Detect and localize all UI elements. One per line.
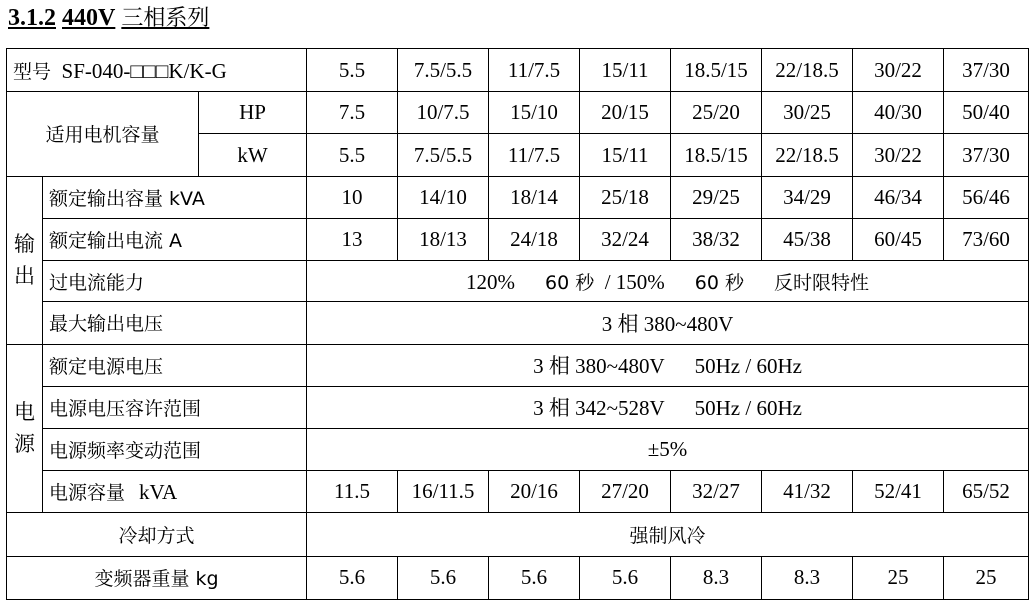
section-heading: [8, 0, 209, 36]
overload-note: 反时限特性: [774, 271, 870, 294]
output-capacity-label: 额定输出容量 kVA: [43, 176, 307, 218]
table-row-model: [7, 49, 1029, 92]
spec-table: [6, 48, 1029, 600]
table-cell: 25/18: [580, 176, 671, 218]
table-cell: 8.3: [762, 556, 853, 599]
table-cell: 7.5: [307, 92, 398, 134]
table-cell: 5.5: [307, 49, 398, 92]
table-cell: 32/27: [671, 471, 762, 513]
model-label: 型号: [13, 60, 52, 83]
section-voltage: 440V: [62, 5, 116, 31]
table-cell: 10: [307, 176, 398, 218]
table-row-weight: [7, 556, 1029, 599]
table-cell: 46/34: [853, 176, 944, 218]
table-cell: 16/11.5: [398, 471, 489, 513]
table-cell: 14/10: [398, 176, 489, 218]
table-cell: 20/16: [489, 471, 580, 513]
section-number: 3.1.2: [8, 5, 56, 31]
table-cell: 50/40: [944, 92, 1029, 134]
table-cell: 41/32: [762, 471, 853, 513]
output-group-char: 出: [14, 264, 35, 289]
table-cell: 25: [944, 556, 1029, 599]
supply-voltage-value: 3 相 380~480V 50Hz / 60Hz: [307, 344, 1029, 386]
overload-label: 过电流能力: [43, 261, 307, 302]
table-cell: 15/11: [580, 49, 671, 92]
table-cell: 45/38: [762, 218, 853, 260]
table-cell: 15/10: [489, 92, 580, 134]
motor-kw-unit: kW: [199, 134, 307, 176]
table-cell: 11.5: [307, 471, 398, 513]
cooling-value: 强制风冷: [307, 513, 1029, 556]
table-cell: 30/25: [762, 92, 853, 134]
power-group-char: 源: [14, 432, 35, 457]
table-cell: 22/18.5: [762, 134, 853, 176]
table-cell: 11/7.5: [489, 134, 580, 176]
overload-time-1: 60 秒: [544, 271, 595, 294]
table-cell: 15/11: [580, 134, 671, 176]
power-group-label: [7, 344, 43, 513]
table-row-motor-hp: [7, 92, 1029, 134]
table-cell: 18.5/15: [671, 134, 762, 176]
table-cell: 8.3: [671, 556, 762, 599]
table-cell: 38/32: [671, 218, 762, 260]
table-cell: 11/7.5: [489, 49, 580, 92]
voltage-tolerance-label: 电源电压容许范围: [43, 386, 307, 428]
cooling-label: 冷却方式: [7, 513, 307, 556]
model-label-cell: [7, 49, 307, 92]
table-row-supply-voltage: [7, 344, 1029, 386]
table-cell: 24/18: [489, 218, 580, 260]
table-cell: 5.5: [307, 134, 398, 176]
table-cell: 5.6: [489, 556, 580, 599]
table-cell: 56/46: [944, 176, 1029, 218]
table-cell: 52/41: [853, 471, 944, 513]
table-cell: 29/25: [671, 176, 762, 218]
table-cell: 30/22: [853, 49, 944, 92]
table-cell: 60/45: [853, 218, 944, 260]
table-cell: 65/52: [944, 471, 1029, 513]
table-cell: 18/13: [398, 218, 489, 260]
section-title: 三相系列: [121, 6, 210, 31]
table-cell: 5.6: [398, 556, 489, 599]
voltage-tolerance-value: 3 相 342~528V 50Hz / 60Hz: [307, 386, 1029, 428]
table-cell: 34/29: [762, 176, 853, 218]
freq-tolerance-label: 电源频率变动范围: [43, 428, 307, 470]
table-cell: 7.5/5.5: [398, 134, 489, 176]
power-group-char: 电: [14, 400, 35, 425]
table-cell: 30/22: [853, 134, 944, 176]
table-cell: 7.5/5.5: [398, 49, 489, 92]
overload-time-2: 60 秒: [694, 271, 745, 294]
freq-tolerance-value: ±5%: [307, 428, 1029, 470]
table-row-output-capacity: [7, 176, 1029, 218]
table-cell: 73/60: [944, 218, 1029, 260]
max-voltage-label: 最大输出电压: [43, 302, 307, 344]
table-cell: 18.5/15: [671, 49, 762, 92]
table-cell: 37/30: [944, 49, 1029, 92]
table-row-cooling: [7, 513, 1029, 556]
table-row-max-voltage: [7, 302, 1029, 344]
table-cell: 25/20: [671, 92, 762, 134]
motor-label-cell: [7, 92, 199, 176]
model-code: SF-040-□□□K/K-G: [61, 58, 227, 83]
max-voltage-value: 3 相 380~480V: [307, 302, 1029, 344]
table-cell: 32/24: [580, 218, 671, 260]
overload-pct-1: 120%: [465, 269, 515, 294]
table-row-freq-tolerance: [7, 428, 1029, 470]
overload-value: [307, 261, 1029, 302]
output-group-label: [7, 176, 43, 344]
table-cell: 5.6: [580, 556, 671, 599]
power-capacity-label: 电源容量 kVA: [43, 471, 307, 513]
table-row-voltage-tolerance: [7, 386, 1029, 428]
table-cell: 27/20: [580, 471, 671, 513]
table-cell: 40/30: [853, 92, 944, 134]
supply-voltage-label: 额定电源电压: [43, 344, 307, 386]
table-cell: 25: [853, 556, 944, 599]
output-current-label: 额定输出电流 A: [43, 218, 307, 260]
table-cell: 18/14: [489, 176, 580, 218]
table-cell: 5.6: [307, 556, 398, 599]
overload-separator: /: [604, 269, 611, 294]
overload-pct-2: 150%: [615, 269, 665, 294]
table-cell: 20/15: [580, 92, 671, 134]
table-cell: 13: [307, 218, 398, 260]
motor-label: 适用电机容量: [45, 124, 160, 147]
table-row-output-current: [7, 218, 1029, 260]
output-group-char: 输: [14, 232, 35, 257]
table-row-overload: [7, 261, 1029, 302]
motor-hp-unit: HP: [199, 92, 307, 134]
table-cell: 37/30: [944, 134, 1029, 176]
table-cell: 10/7.5: [398, 92, 489, 134]
table-row-power-capacity: [7, 471, 1029, 513]
table-cell: 22/18.5: [762, 49, 853, 92]
weight-label: 变频器重量 kg: [7, 556, 307, 599]
